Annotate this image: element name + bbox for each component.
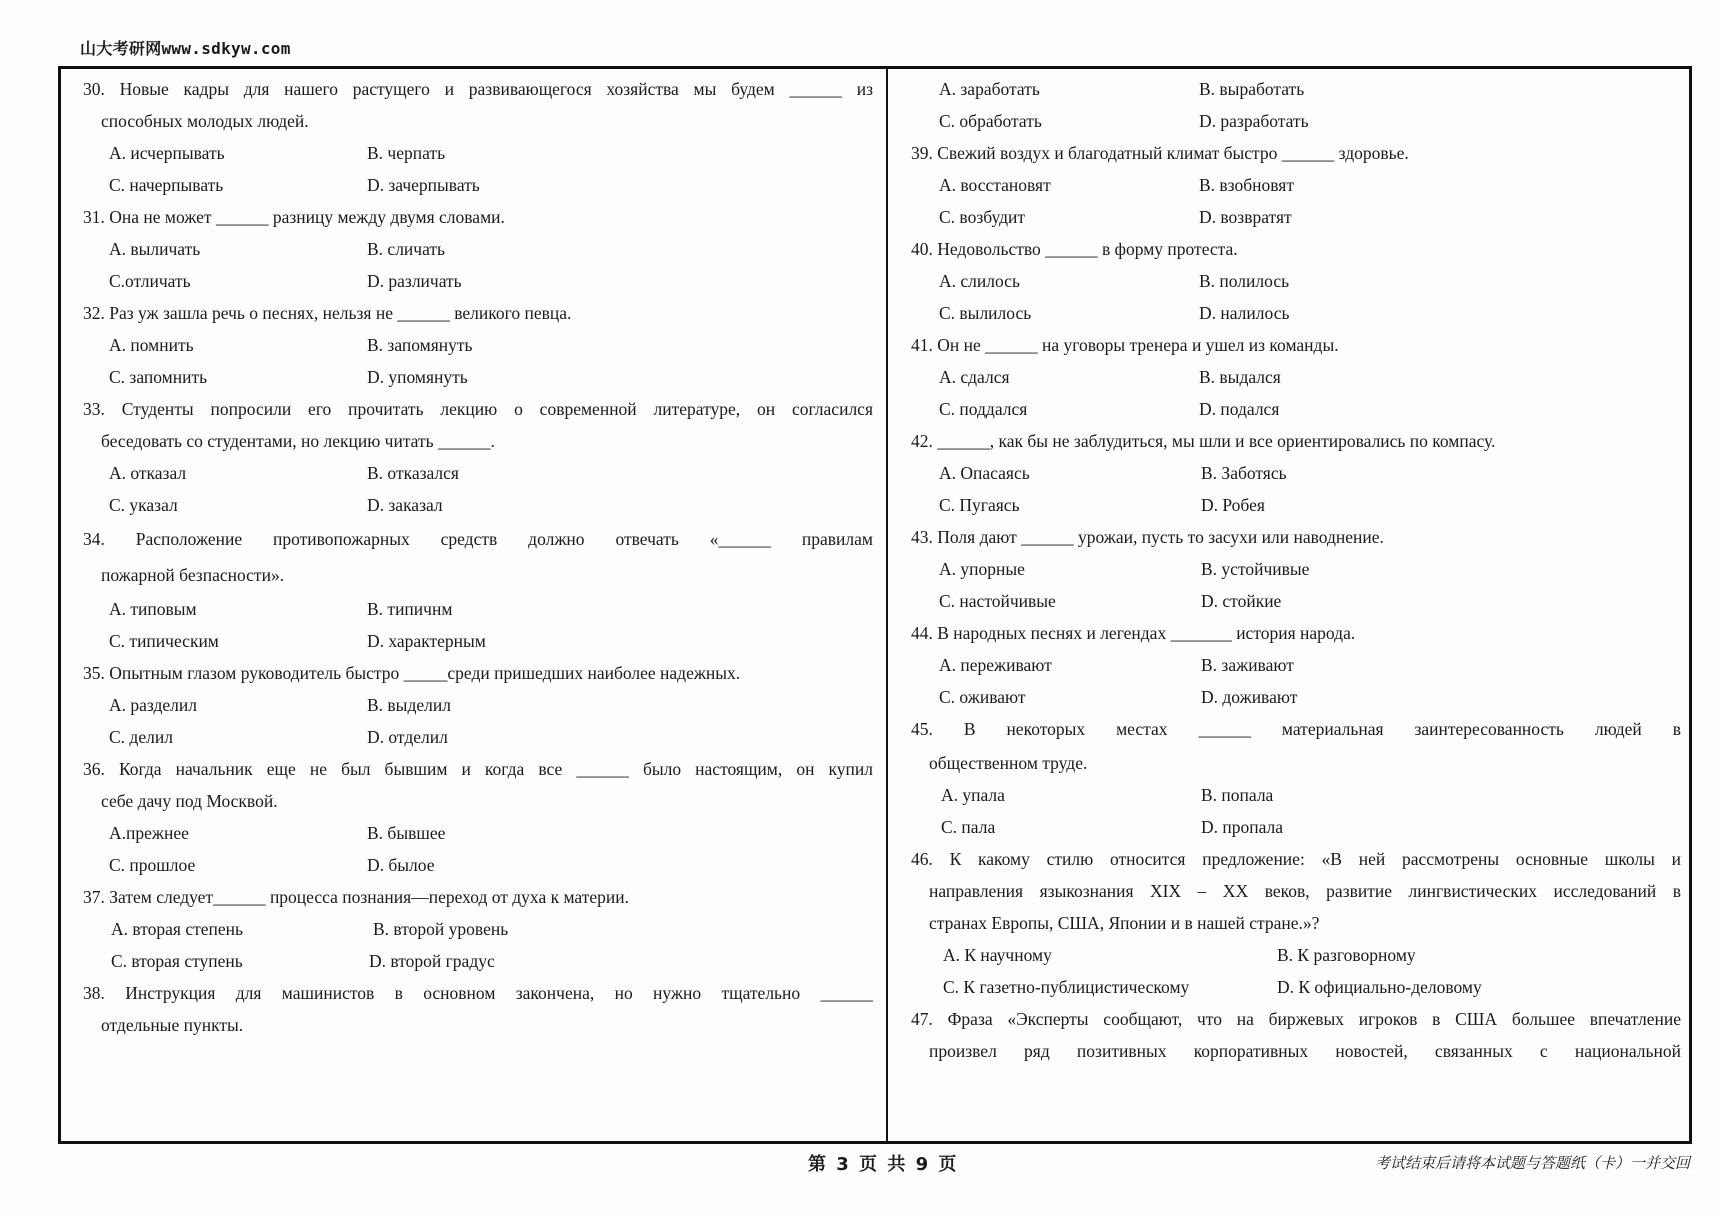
option-b: B. выработать [1199, 79, 1305, 99]
option-d: D. стойкие [1201, 591, 1282, 611]
option-c: C. обработать [939, 111, 1042, 131]
question-text: способных молодых людей. [101, 111, 309, 131]
option-b: B. бывшее [367, 823, 446, 843]
option-a: A. помнить [109, 335, 194, 355]
option-d: D. различать [367, 271, 462, 291]
option-d: D. пропала [1201, 817, 1284, 837]
option-c: C. начерпывать [109, 175, 224, 195]
option-a: A. слилось [939, 271, 1020, 291]
option-c: C. оживают [939, 687, 1026, 707]
option-b: B. выделил [367, 695, 451, 715]
column-divider [886, 69, 888, 1141]
option-d: D. упомянуть [367, 367, 468, 387]
option-b: B. черпать [367, 143, 446, 163]
option-d: D. второй градус [369, 951, 495, 971]
option-b: B. запомянуть [367, 335, 473, 355]
option-d: D. возвратят [1199, 207, 1292, 227]
question-text: 30. Новые кадры для нашего растущего и развивающегося хозяйства мы будем ______ из [83, 79, 873, 99]
page-number: 第 3 页 共 9 页 [808, 1154, 959, 1175]
question-text: направления языкознания XIX – XX веков, развитие лингвистических исследований в [929, 881, 1681, 901]
question-text: 32. Раз уж зашла речь о песнях, нельзя не ______ великого певца. [83, 303, 572, 323]
option-c: C. вторая ступень [111, 951, 243, 971]
site-header: 山大考研网www.sdkyw.com [80, 39, 291, 58]
option-a: A. заработать [939, 79, 1040, 99]
option-a: A. исчерпывать [109, 143, 225, 163]
option-d: D. подался [1199, 399, 1280, 419]
option-b: B. попала [1201, 785, 1274, 805]
question-text: 38. Инструкция для машинистов в основном закончена, но нужно тщательно ______ [83, 983, 873, 1003]
question-text: 31. Она не может ______ разницу между двумя словами. [83, 207, 505, 227]
option-c: C. типическим [109, 631, 219, 651]
option-c: C. прошлое [109, 855, 196, 875]
question-text: 39. Свежий воздух и благодатный климат быстро ______ здоровье. [911, 143, 1409, 163]
option-b: B. К разговорному [1277, 945, 1416, 965]
option-a: A. Опасаясь [939, 463, 1030, 483]
option-b: B. отказался [367, 463, 459, 483]
option-a: A. выличать [109, 239, 201, 259]
option-c: C. запомнить [109, 367, 208, 387]
question-text: общественном труде. [929, 753, 1088, 773]
question-text: беседовать со студентами, но лекцию читать ______. [101, 431, 495, 451]
option-d: D. разработать [1199, 111, 1309, 131]
option-d: D. зачерпывать [367, 175, 480, 195]
exam-page-frame [58, 66, 1692, 1144]
option-d: D. доживают [1201, 687, 1298, 707]
option-a: A. упала [941, 785, 1005, 805]
option-a: A. вторая степень [111, 919, 243, 939]
option-c: C. К газетно-публицистическому [943, 977, 1190, 997]
question-text: 34. Расположение противопожарных средств должно отвечать «______ правилам [83, 529, 873, 549]
option-a: A. типовым [109, 599, 197, 619]
question-text: 43. Поля дают ______ урожаи, пусть то засухи или наводнение. [911, 527, 1384, 547]
option-c: C. делил [109, 727, 173, 747]
question-text: 46. К какому стилю относится предложение: «В ней рассмотрены основные школы и [911, 849, 1681, 869]
question-text: отдельные пункты. [101, 1015, 244, 1035]
question-text: себе дачу под Москвой. [101, 791, 278, 811]
option-b: B. заживают [1201, 655, 1294, 675]
question-text: 37. Затем следует______ процесса познания—переход от духа к материи. [83, 887, 630, 907]
question-text: 41. Он не ______ на уговоры тренера и ушел из команды. [911, 335, 1339, 355]
option-b: B. полилось [1199, 271, 1290, 291]
option-a: A. восстановят [939, 175, 1051, 195]
option-a: A. разделил [109, 695, 198, 715]
option-d: D. заказал [367, 495, 443, 515]
option-d: D. К официально-деловому [1277, 977, 1482, 997]
option-a: A. упорные [939, 559, 1025, 579]
question-text: 42. ______, как бы не заблудиться, мы шли и все ориентировались по компасу. [911, 431, 1496, 451]
option-d: D. характерным [367, 631, 486, 651]
option-a: A. отказал [109, 463, 187, 483]
option-d: D. Робея [1201, 495, 1265, 515]
footer-note: 考试结束后请将本试题与答题纸（卡）一并交回 [1374, 1154, 1690, 1172]
option-b: B. Заботясь [1201, 463, 1287, 483]
option-a: A. К научному [943, 945, 1052, 965]
option-c: C. пала [941, 817, 996, 837]
option-b: B. взобновят [1199, 175, 1294, 195]
option-b: B. сличать [367, 239, 446, 259]
question-text: произвел ряд позитивных корпоративных новостей, связанных с национальной [929, 1041, 1681, 1061]
question-text: 35. Опытным глазом руководитель быстро _____среди пришедших наиболее надежных. [83, 663, 741, 683]
option-c: C. поддался [939, 399, 1028, 419]
option-d: D. былое [367, 855, 435, 875]
question-text: 33. Студенты попросили его прочитать лекцию о современной литературе, он согласился [83, 399, 873, 419]
option-a: A. сдался [939, 367, 1010, 387]
option-a: A.прежнее [109, 823, 189, 843]
option-d: D. налилось [1199, 303, 1290, 323]
question-text: 47. Фраза «Эксперты сообщают, что на биржевых игроков в США большее впечатление [911, 1009, 1681, 1029]
option-b: B. выдался [1199, 367, 1281, 387]
option-b: B. устойчивые [1201, 559, 1310, 579]
option-c: C. указал [109, 495, 178, 515]
question-text: странах Европы, США, Японии и в нашей стране.»? [929, 913, 1320, 933]
option-c: C. настойчивые [939, 591, 1056, 611]
question-text: 44. В народных песнях и легендах _______ история народа. [911, 623, 1356, 643]
option-c: C. возбудит [939, 207, 1026, 227]
option-b: B. второй уровень [373, 919, 509, 939]
question-text: пожарной безпасности». [101, 565, 285, 585]
question-text: 40. Недовольство ______ в форму протеста. [911, 239, 1238, 259]
option-c: C. вылилось [939, 303, 1032, 323]
question-text: 45. В некоторых местах ______ материальная заинтересованность людей в [911, 719, 1681, 739]
option-b: B. типичнм [367, 599, 453, 619]
option-d: D. отделил [367, 727, 448, 747]
question-text: 36. Когда начальник еще не был бывшим и когда все ______ было настоящим, он купил [83, 759, 873, 779]
option-c: C.отличать [109, 271, 191, 291]
option-c: C. Пугаясь [939, 495, 1020, 515]
option-a: A. переживают [939, 655, 1052, 675]
